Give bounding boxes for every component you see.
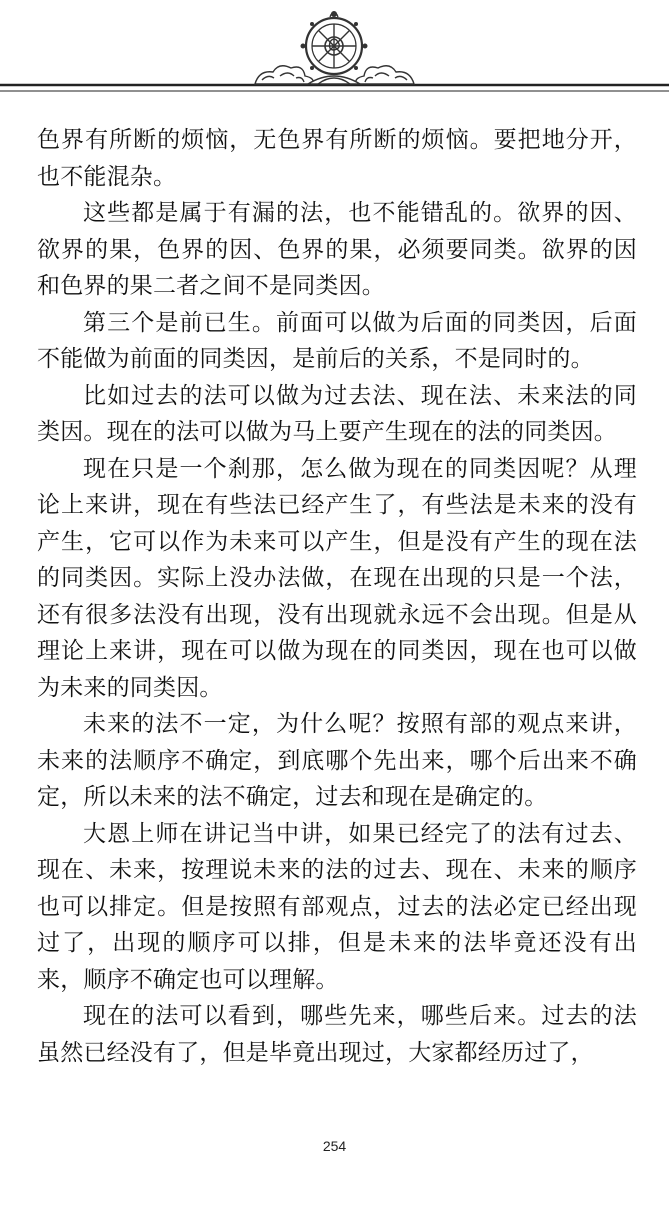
paragraph: 这些都是属于有漏的法，也不能错乱的。欲界的因、欲界的果，色界的因、色界的果，必须要同类。欲界的因和色界的果二者之间不是同类因。 [37,200,637,299]
page-header [0,0,669,100]
paragraph: 第三个是前已生。前面可以做为后面的同类因，后面不能做为前面的同类因，是前后的关系，不是同时的。 [37,309,637,372]
paragraph: 大恩上师在讲记当中讲，如果已经完了的法有过去、现在、未来，按理说未来的法的过去、现在、未来的顺序也可以排定。但是按照有部观点，过去的法必定已经出现过了，出现的顺序可以排，但是未来的法毕竟还没有出来，顺序不确定也可以理解。 [37,820,637,993]
page-body [37,122,637,1071]
paragraph: 现在只是一个刹那，怎么做为现在的同类因呢？从理论上来讲，现在有些法已经产生了，有些法是未来的没有产生，它可以作为未来可以产生，但是没有产生的现在法的同类因。实际上没办法做，在现在出现的只是一个法，还有很多法没有出现，没有出现就永远不会出现。但是从理论上来讲，现在可以做为现在的同类因，现在也可以做为未来的同类因。 [37,455,637,701]
dharma-wheel-ornament-icon [0,0,669,100]
paragraph: 未来的法不一定，为什么呢？按照有部的观点来讲，未来的法顺序不确定，到底哪个先出来，哪个后出来不确定，所以未来的法不确定，过去和现在是确定的。 [37,711,637,810]
paragraph: 色界有所断的烦恼，无色界有所断的烦恼。要把地分开，也不能混杂。 [37,127,637,190]
page-number: 254 [322,1138,347,1154]
paragraph: 现在的法可以看到，哪些先来，哪些后来。过去的法虽然已经没有了，但是毕竟出现过，大家都经历过了， [37,1003,637,1066]
paragraph: 比如过去的法可以做为过去法、现在法、未来法的同类因。现在的法可以做为马上要产生现在的法的同类因。 [37,382,637,445]
